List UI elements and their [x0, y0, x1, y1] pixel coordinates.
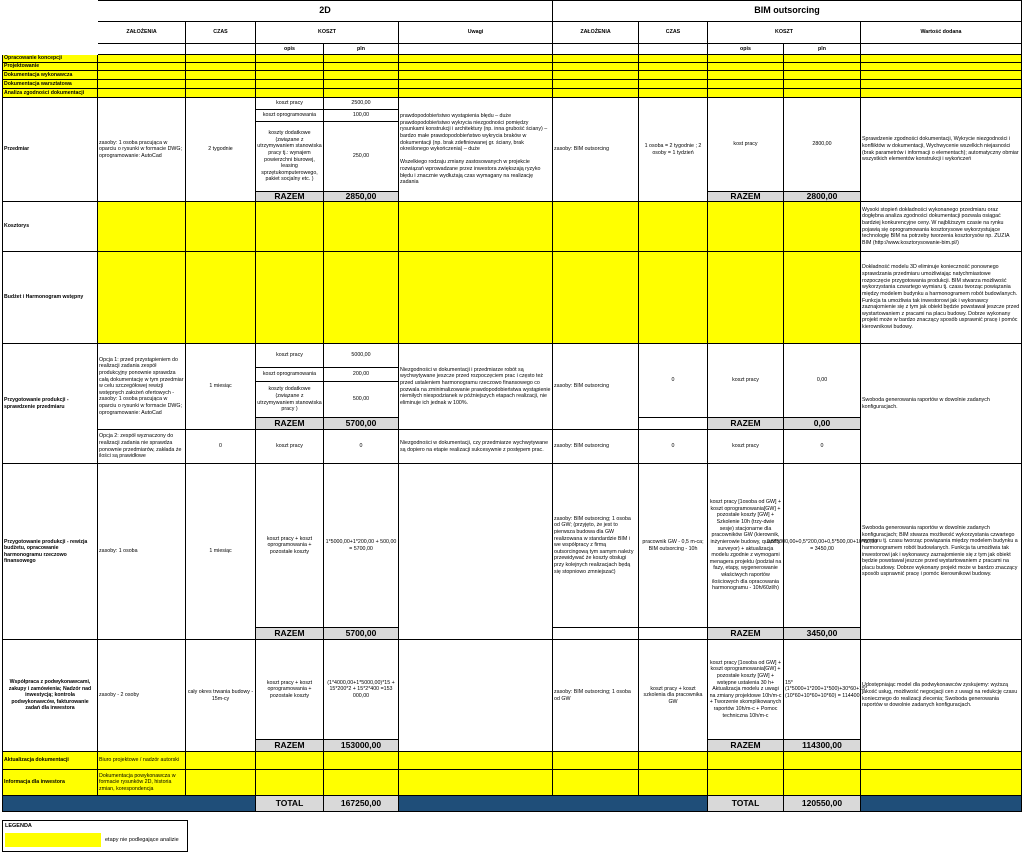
yellow-cell [784, 770, 861, 796]
legend-swatch [5, 833, 101, 847]
przedmiar-razem-label: RAZEM [256, 192, 324, 202]
przyg2-czas: 1 miesiąc [186, 464, 256, 640]
yellow-cell [399, 63, 553, 71]
yellow-cell [553, 252, 639, 344]
yellow-cell [399, 770, 553, 796]
przyg2-uwagi [399, 464, 553, 640]
stage-kosztorys: Kosztorys [2, 202, 98, 252]
stage-opracowanie-koncepcji: Opracowanie koncepcji [2, 55, 98, 63]
przyg1-uwagi2: Niezgodności w dokumentacji, czy przedmiarze wychwytywane są dopiero na etapie realizacji sukcesywnie z postępem prac. [399, 430, 553, 464]
yellow-cell [256, 752, 324, 770]
yellow-cell [324, 89, 399, 98]
yellow-cell [861, 752, 1022, 770]
yellow-cell [399, 89, 553, 98]
przedmiar-uwagi: prawdopodobieństwo wystąpienia błędu – duże prawdopodobieństwo wykrycia niezgodności pomiędzy rysunkami konstrukcji i architektury (np. inna grubość ściany) – bardzo małe prawdopodobieństwo wykrycia braków w dokumentacji (np. brak zdefiniowanej gr. ściany, brak określonego wykończenia) – duże Wszelkiego rodzaju zmiany zastosowanych w projekcie rozwiązań wprowadzane przez inwestora zwiększają ryzyko błędu i znacznie wydłużają czas wymagany na realizację zadania [399, 98, 553, 202]
budzet-wartosc: Dokładność modelu 3D eliminuje konieczność ponownego sprawdzania przedmiaru umożliwiając natychmiastowe rozpoczęcie przygotowania produkcji. BIM stwarza możliwość wykorzystania czwartego wymiaru tj. czasu tworząc powiązania między modelem budynku a harmonogramem robót budowlanych. Funkcja ta umożliwia tak inwestorowi jak i wykonawcy zaznajomienie się z tym jak obiekt będzie powstawał jeszcze przed wystartowaniem z pracami na placu budowy. Dobrze wykonany projekt może w bardzo znaczący sposób usprawnić pracę i pomóc kierownikowi budowy. [861, 252, 1022, 344]
total-label-2d: TOTAL [256, 796, 324, 812]
yellow-cell [784, 89, 861, 98]
stage-przedmiar: Przedmiar [2, 98, 98, 202]
przyg2-bim-razem-label: RAZEM [708, 628, 784, 640]
yellow-cell [861, 63, 1022, 71]
stage-dokumentacja-warsztatowa: Dokumentacja warsztatowa [2, 80, 98, 89]
yellow-cell [186, 252, 256, 344]
yellow-cell [708, 63, 784, 71]
przedmiar-koszt-oprog-val: 100,00 [324, 110, 399, 122]
yellow-cell [784, 55, 861, 63]
blank-cell [399, 44, 553, 55]
yellow-cell [186, 80, 256, 89]
header-2d: 2D [98, 0, 553, 22]
wspolpraca-pln: (1*4000,00+1*5000,00)*15 + 15*200*2 + 15*2*400 =153 000,00 [324, 640, 399, 740]
yellow-cell [186, 770, 256, 796]
przyg1-bim-zal1: zasoby: BIM outsorcing [553, 344, 639, 430]
col-pln-2d: pln [324, 44, 399, 55]
yellow-cell [324, 55, 399, 63]
yellow-cell [639, 202, 708, 252]
yellow-cell [324, 202, 399, 252]
yellow-cell [98, 63, 186, 71]
yellow-cell [256, 89, 324, 98]
yellow-cell [399, 71, 553, 80]
total-filler [2, 796, 256, 812]
przedmiar-bim-czas: 1 osoba = 2 tygodnie ; 2 osoby = 1 tydzień [639, 98, 708, 202]
przyg1-razem-label: RAZEM [256, 418, 324, 430]
yellow-cell [186, 55, 256, 63]
wspolpraca-bim-czas: koszt pracy + koszt szkolenia dla pracownika GW [639, 640, 708, 752]
yellow-cell [708, 55, 784, 63]
yellow-cell [256, 71, 324, 80]
stage-informacja: Informacja dla inwestora [2, 770, 98, 796]
przedmiar-koszt-oprog: koszt oprogramowania [256, 110, 324, 122]
yellow-cell [399, 752, 553, 770]
yellow-cell [399, 202, 553, 252]
wspolpraca-bim-opis: koszt pracy [1osoba od GW] + koszt oprogramowania[GW] + pozostałe koszty [GW] + wstępne ustalenia 30 h+ Aktualizacja modelu z uwagi na zmiany projektowe 10h/m-c + Tworzenie skomplikowanych raportów 10h/m-c + Pomoc techniczna 10h/m-c [708, 640, 784, 740]
wspolpraca-czas: cały okres trwania budowy - 15m-cy [186, 640, 256, 752]
przyg2-zalozenia: zasoby: 1 osoba [98, 464, 186, 640]
yellow-cell [639, 252, 708, 344]
przyg1-bim-pln2: 0 [784, 430, 861, 464]
yellow-cell [324, 80, 399, 89]
przedmiar-razem-val: 2850,00 [324, 192, 399, 202]
przedmiar-bim-razem-val: 2800,00 [784, 192, 861, 202]
col-zalozenia-bim: ZAŁOŻENIA [553, 22, 639, 44]
yellow-cell [186, 71, 256, 80]
col-koszt-2d: KOSZT [256, 22, 399, 44]
wspolpraca-bim-razem-label: RAZEM [708, 740, 784, 752]
yellow-cell [256, 202, 324, 252]
yellow-cell [256, 80, 324, 89]
przyg2-razem-label: RAZEM [256, 628, 324, 640]
przedmiar-wartosc: Sprawdzenie zgodności dokumentacji, Wykrycie niezgodności i konfliktów w dokumentacji, Wychwycenie wszelkich niejasności (brak parametrów i informacji o elementach); automatyczny obmiar wszystkich elementów konstrukcji i wykończeń [861, 98, 1022, 202]
yellow-cell [784, 80, 861, 89]
yellow-cell [98, 80, 186, 89]
przyg2-bim-opis: koszt pracy [1osoba od GW] + koszt oprogramowania[GW] + pozostałe koszty [GW] + Szkolenie 10h (trzy-dwie sesje) stacjonarne dla pracowników GW (kierownik, inżynierowie budowy, quantity surveyor) + aktualizacja modelu zgodnie z wymogami menagera projektu (podział na fazy, etapy, wygenerowanie właściwych raportów ilościowych dla opracowania harmonogramu - 10h/60zł/h) [708, 464, 784, 628]
stage-wspolpraca: Współpraca z podwykonawcami, zakupy i zamówienia; Nadzór nad inwestycją; kontrola podwykonawców, fakturowanie zadań dla inwestora [2, 640, 98, 752]
stage-dokumentacja-wykonawcza: Dokumentacja wykonawcza [2, 71, 98, 80]
przyg1-koszt-pracy2: koszt pracy [256, 430, 324, 464]
yellow-cell [399, 55, 553, 63]
stage-projektowanie: Projektowanie [2, 63, 98, 71]
col-pln-bim: pln [784, 44, 861, 55]
wspolpraca-zalozenia: zasoby - 2 osoby [98, 640, 186, 752]
wspolpraca-wartosc: Udostępniając model dla podwykonawców zyskujemy: wyższą jakość usług, możliwość negocjacji cen z uwagi na redukcję czasu koniecznego do realizacji zlecenia; Swoboda generowania raportów w dowolnie zadanych konfiguracjach. [861, 640, 1022, 752]
yellow-cell [639, 770, 708, 796]
przyg2-pln: 1*5000,00+1*200,00 + 500,00 = 5700,00 [324, 464, 399, 628]
blank-cell [98, 44, 186, 55]
blank-cell [553, 44, 639, 55]
yellow-cell [553, 770, 639, 796]
total-2d: 167250,00 [324, 796, 399, 812]
przyg1-czas1: 1 miesiąc [186, 344, 256, 430]
yellow-cell [861, 55, 1022, 63]
wspolpraca-bim-pln: 15*(1*5000+1*200+1*500)+30*60+15*(10*60+10*60+10*60) = 114400 [784, 640, 861, 740]
yellow-cell [98, 55, 186, 63]
legend [2, 820, 188, 852]
stage-przygotowanie-rewizja: Przygotowanie produkcji - rewizja budżetu, opracowanie harmonogramu rzeczowo finansowego [2, 464, 98, 640]
legend-desc: etapy nie podlegające analizie [105, 837, 179, 843]
yellow-cell [708, 80, 784, 89]
col-koszt-bim: KOSZT [708, 22, 861, 44]
przyg1-koszty-dodatkowe: koszty dodatkowe (związane z utrzymywaniem stanowiska pracy ) [256, 382, 324, 418]
yellow-cell [186, 89, 256, 98]
blank-cell [186, 44, 256, 55]
yellow-cell [324, 752, 399, 770]
blank-cell [861, 44, 1022, 55]
przyg2-bim-razem-val: 3450,00 [784, 628, 861, 640]
yellow-cell [553, 202, 639, 252]
przyg1-bim-czas2: 0 [639, 430, 708, 464]
yellow-cell [186, 63, 256, 71]
przedmiar-bim-pln: 2800,00 [784, 98, 861, 192]
yellow-cell [98, 71, 186, 80]
przyg1-bim-zal2: zasoby: BIM outsorcing [553, 430, 639, 464]
yellow-cell [784, 202, 861, 252]
yellow-cell [98, 89, 186, 98]
przyg2-opis: koszt pracy + koszt oprogramowania + pozostałe koszty [256, 464, 324, 628]
yellow-cell [784, 63, 861, 71]
yellow-cell [708, 71, 784, 80]
przyg2-bim-czas: pracownik GW - 0,5 m-ca; BIM outsorcing - 10h [639, 464, 708, 628]
przyg1-wartosc: Swoboda generowania raportów w dowolnie zadanych konfiguracjach. [861, 344, 1022, 464]
yellow-cell [639, 55, 708, 63]
przedmiar-koszty-dodatkowe-val: 250,00 [324, 122, 399, 192]
wspolpraca-opis: koszt pracy + koszt oprogramowania + pozostałe koszty [256, 640, 324, 740]
yellow-cell [784, 752, 861, 770]
przedmiar-bim-opis: kost pracy [708, 98, 784, 192]
yellow-cell [256, 55, 324, 63]
yellow-cell [553, 63, 639, 71]
col-zalozenia-2d: ZAŁOŻENIA [98, 22, 186, 44]
yellow-cell [324, 63, 399, 71]
yellow-cell [256, 252, 324, 344]
przedmiar-koszt-pracy-val: 2500,00 [324, 98, 399, 110]
przedmiar-czas: 2 tygodnie [186, 98, 256, 202]
przyg2-bim-pln: 0,5*5000,00+0,5*200,00+0,5*500,00+10*60,00 = 3450,00 [784, 464, 861, 628]
header-bim: BIM outsorcing [553, 0, 1022, 22]
przyg1-uwagi1: Niezgodności w dokumentacji i przedmiarze robót są wychwytywane jeszcze przed rozpoczęciem prac i często też przed ustaleniem harmonogramu rzeczowo finansowego co pozwala na zminimalizowanie prawdopodobieństwa wystąpienie niemiłych niespodzianek w późniejszych etapach realizacji, nie eliminuje ich jednak w 100%. [399, 344, 553, 430]
wspolpraca-razem-val: 153000,00 [324, 740, 399, 752]
przyg1-bim-pln1: 0,00 [784, 344, 861, 418]
kosztorys-wartosc: Wysoki stopień dokładności wykonanego przedmiaru oraz dogłębna analiza zgodności dokumentacji pozwala osiągać bardziej konkurencyjne ceny. W najbliższym czasie na rynku pojawią się oprogramowania kosztorysowe wykorzystujące technologię BIM na potrzeby tworzenia kosztorysów np. ZUZIA BIM (http://www.kosztorysowanie-bim.pl/) [861, 202, 1022, 252]
przedmiar-koszty-dodatkowe: koszty dodatkowe (związane z utrzymywaniem stanowiska pracy tj.: wynajem powierzchni biurowej, leasing sprzętukomputerowego, pakiet socjalny etc. ) [256, 122, 324, 192]
blank-cell [639, 628, 708, 640]
yellow-cell [708, 89, 784, 98]
yellow-cell [708, 752, 784, 770]
yellow-cell [399, 80, 553, 89]
yellow-cell [861, 80, 1022, 89]
yellow-cell [98, 202, 186, 252]
yellow-cell [553, 55, 639, 63]
przedmiar-koszt-pracy: koszt pracy [256, 98, 324, 110]
legend-title: LEGENDA [5, 823, 32, 829]
yellow-cell [639, 752, 708, 770]
yellow-cell [324, 770, 399, 796]
yellow-cell [553, 80, 639, 89]
yellow-cell [399, 252, 553, 344]
yellow-cell [639, 80, 708, 89]
stage-analiza-zgodnosci: Analiza zgodności dokumentacji [2, 89, 98, 98]
yellow-cell [861, 89, 1022, 98]
przedmiar-zalozenia: zasoby: 1 osoba pracująca w oparciu o rysunki w formacie DWG; oprogramowanie: AutoCad [98, 98, 186, 202]
stage-budzet: Budżet i Harmonogram wstępny [2, 252, 98, 344]
przyg1-bim-opis1: koszt pracy [708, 344, 784, 418]
total-filler [399, 796, 708, 812]
yellow-cell [98, 252, 186, 344]
col-opis-2d: opis [256, 44, 324, 55]
przyg1-czas2: 0 [186, 430, 256, 464]
przyg1-koszty-dodatkowe-val: 500,00 [324, 382, 399, 418]
col-uwagi: Uwagi [399, 22, 553, 44]
yellow-cell [861, 71, 1022, 80]
przyg1-koszt-pracy: koszt pracy [256, 344, 324, 368]
col-wartosc: Wartość dodana [861, 22, 1022, 44]
yellow-cell [784, 71, 861, 80]
blank-cell [553, 628, 639, 640]
stage-aktualizacja: Aktualizacja dokumentacji [2, 752, 98, 770]
yellow-cell [639, 71, 708, 80]
col-czas-2d: CZAS [186, 22, 256, 44]
wspolpraca-bim-razem-val: 114300,00 [784, 740, 861, 752]
przyg1-bim-razem-label: RAZEM [708, 418, 784, 430]
yellow-cell [186, 202, 256, 252]
yellow-cell [256, 770, 324, 796]
yellow-cell [553, 752, 639, 770]
przyg1-bim-czas1: 0 [639, 344, 708, 418]
przyg1-opcja1: Opcja 1: przed przystąpieniem do realizacji zadania zespół produkcyjny ponownie sprawdza całą dokumentację w tym przedmiar w celu szczegółowej rewizji wstępnych założeń ofertowych - zasoby: 1 osoba pracująca w oparciu o rysunki w formacie DWG; oprogramowanie: AutoCad [98, 344, 186, 430]
przyg2-wartosc: Swoboda generowania raportów w dowolnie zadanych konfiguracjach; BIM stwarza możliwość wykorzystania czwartego wymiaru tj. czasu tworząc powiązania między modelem budynku a harmonogramem robót budowlanych. Funkcja ta umożliwia tak inwestorowi jak i wykonawcy zaznajomienie się z tym jak obiekt będzie powstawał jeszcze przed wystartowaniem z pracami na placu budowy. Dobrze wykonany projekt może w bardzo znaczący sposób usprawnić pracę i pomóc kierownikowi budowy. [861, 464, 1022, 640]
yellow-cell [553, 71, 639, 80]
przyg1-razem-val: 5700,00 [324, 418, 399, 430]
yellow-cell [256, 63, 324, 71]
yellow-cell [639, 63, 708, 71]
przyg1-koszt-oprog-val: 200,00 [324, 368, 399, 382]
total-label-bim: TOTAL [708, 796, 784, 812]
przyg1-koszt-oprog: koszt oprogramowania [256, 368, 324, 382]
yellow-cell [186, 752, 256, 770]
col-czas-bim: CZAS [639, 22, 708, 44]
blank-cell [639, 44, 708, 55]
wspolpraca-razem-label: RAZEM [256, 740, 324, 752]
yellow-cell [708, 252, 784, 344]
wspolpraca-bim-zalozenia: zasoby: BIM outsorcing; 1 osoba od GW [553, 640, 639, 752]
przyg1-koszt-pracy2-val: 0 [324, 430, 399, 464]
total-filler [861, 796, 1022, 812]
przyg1-opcja2: Opcja 2: zespół wyznaczony do realizacji zadania nie sprawdza ponownie przedmiarów, zakłada że ilości są prawidłowe [98, 430, 186, 464]
przyg1-bim-opis2: koszt pracy [708, 430, 784, 464]
przedmiar-bim-razem-label: RAZEM [708, 192, 784, 202]
przyg1-koszt-pracy-val: 5000,00 [324, 344, 399, 368]
total-bim: 120550,00 [784, 796, 861, 812]
aktualizacja-zalozenia: Biuro projektowe / nadzór autorski [98, 752, 186, 770]
przyg2-razem-val: 5700,00 [324, 628, 399, 640]
przedmiar-bim-zalozenia: zasoby: BIM outsorcing [553, 98, 639, 202]
informacja-zalozenia: Dokumentacja powykonawcza w formacie rysunków 2D, historia zmian, korespondencja [98, 770, 186, 796]
wspolpraca-uwagi [399, 640, 553, 752]
blank-cell [639, 418, 708, 430]
yellow-cell [708, 770, 784, 796]
yellow-cell [861, 770, 1022, 796]
yellow-cell [639, 89, 708, 98]
yellow-cell [708, 202, 784, 252]
przyg1-bim-razem-val: 0,00 [784, 418, 861, 430]
yellow-cell [324, 252, 399, 344]
yellow-cell [784, 252, 861, 344]
przyg2-bim-zalozenia: zasoby: BIM outsorcing; 1 osoba od GW; (przyjęto, że jest to pierwsza budowa dla GW realizowana w standardzie BIM i we współpracy z firmą outsorcingową tym samym należy przewidywać że koszty obsługi przy kolejnych realizacjach będą się stopniowo zmniejszać) [553, 464, 639, 628]
col-opis-bim: opis [708, 44, 784, 55]
yellow-cell [324, 71, 399, 80]
yellow-cell [553, 89, 639, 98]
stage-przygotowanie-sprawdzenie: Przygotowanie produkcji - sprawdzenie przedmiaru [2, 344, 98, 464]
